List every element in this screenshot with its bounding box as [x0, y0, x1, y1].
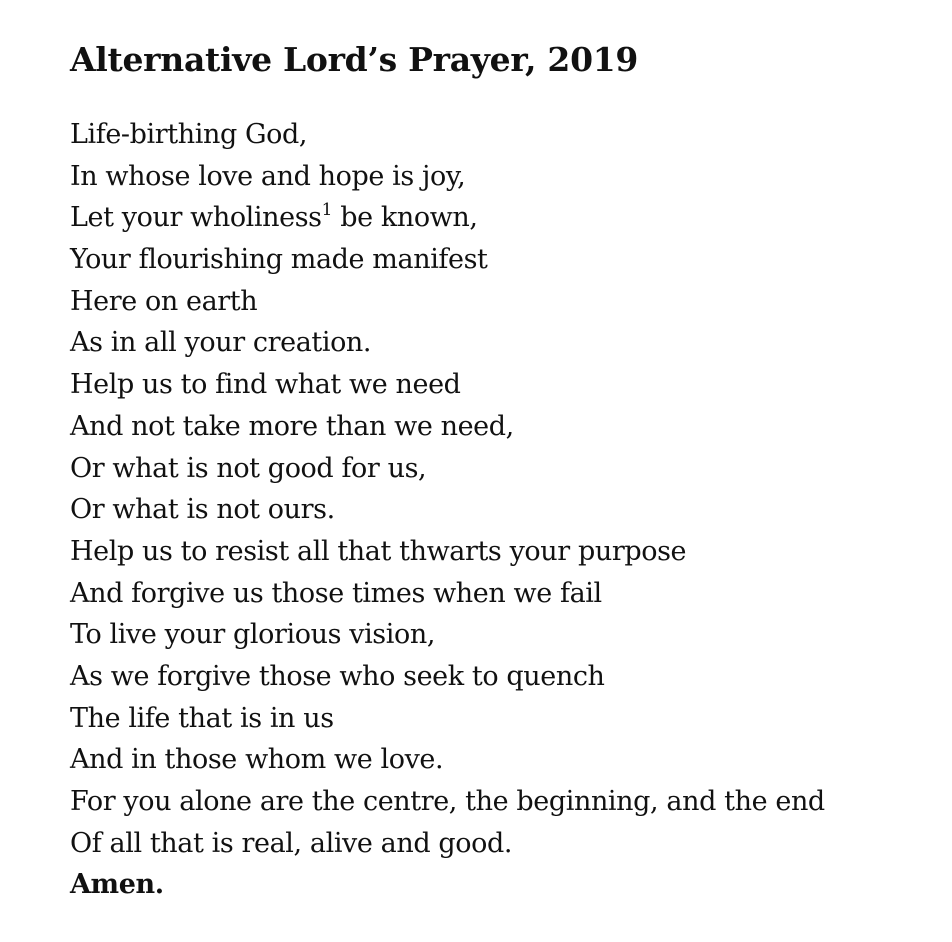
closing-amen: Amen. [70, 869, 164, 901]
prayer-line: As in all your creation. [70, 327, 372, 359]
footnote-marker: 1 [321, 200, 333, 221]
prayer-line: In whose love and hope is joy, [70, 160, 466, 192]
prayer-line: Help us to resist all that thwarts your purpose [70, 535, 687, 567]
document-title: Alternative Lord’s Prayer, 2019 [70, 40, 639, 79]
prayer-line: Of all that is real, alive and good. [70, 827, 513, 859]
prayer-line-text: Let your wholiness [70, 202, 322, 234]
prayer-line: Life-birthing God, [70, 119, 308, 150]
prayer-line: Help us to find what we need [70, 369, 461, 401]
prayer-line: Or what is not good for us, [70, 452, 427, 484]
prayer-line: And forgive us those times when we fail [70, 577, 602, 609]
prayer-line: And in those whom we love. [70, 744, 444, 776]
prayer-line: Here on earth [70, 285, 258, 317]
prayer-line: To live your glorious vision, [70, 619, 436, 651]
prayer-line: Your flourishing made manifest [70, 244, 488, 276]
prayer-line-text: be known, [332, 202, 478, 234]
prayer-text [70, 114, 825, 906]
prayer-line: For you alone are the centre, the beginning, and the end [70, 786, 825, 817]
prayer-line: Or what is not ours. [70, 494, 335, 526]
prayer-line: And not take more than we need, [70, 410, 514, 442]
prayer-line: As we forgive those who seek to quench [70, 660, 605, 692]
prayer-line: The life that is in us [70, 702, 334, 734]
prayer-line-with-footnote [70, 197, 825, 239]
